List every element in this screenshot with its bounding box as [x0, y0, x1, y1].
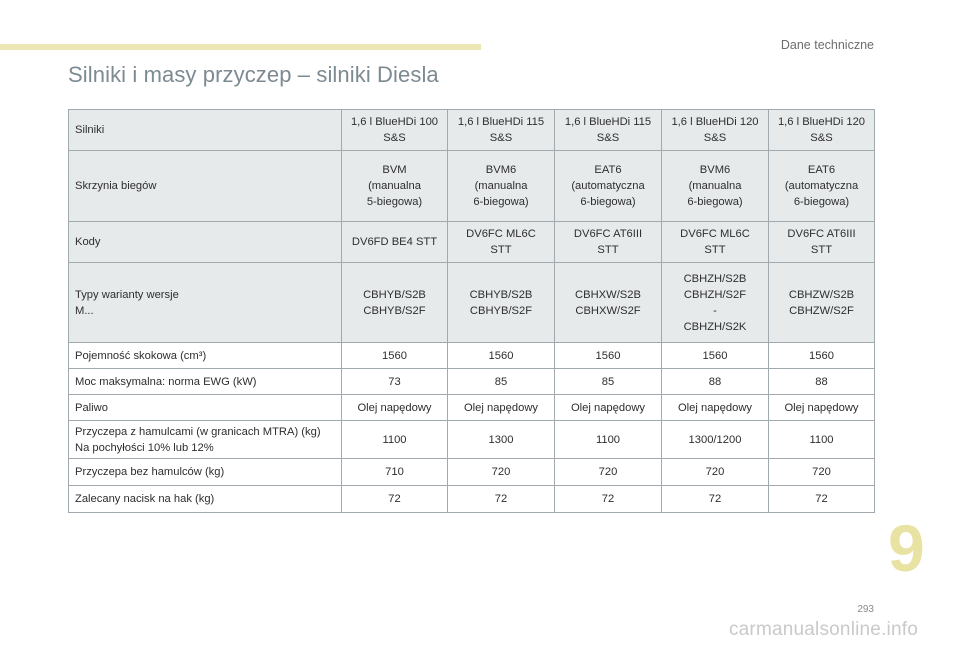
table-cell: 72	[448, 486, 555, 513]
table-cell: 88	[662, 369, 769, 395]
table-cell: DV6FD BE4 STT	[342, 222, 448, 263]
table-cell: CBHZW/S2B CBHZW/S2F	[769, 263, 875, 343]
table-cell: 720	[448, 459, 555, 486]
table-cell: 1,6 l BlueHDi 120 S&S	[769, 110, 875, 151]
table-cell: 1100	[342, 421, 448, 459]
table-cell: 1,6 l BlueHDi 115 S&S	[555, 110, 662, 151]
table-cell: DV6FC AT6III STT	[769, 222, 875, 263]
table-cell: 1560	[448, 343, 555, 369]
table-row	[69, 151, 875, 222]
row-label: Przyczepa bez hamulców (kg)	[69, 459, 342, 486]
table-cell: Olej napędowy	[662, 395, 769, 421]
table-cell: CBHYB/S2B CBHYB/S2F	[448, 263, 555, 343]
table-cell: Olej napędowy	[448, 395, 555, 421]
row-label: Przyczepa z hamulcami (w granicach MTRA) (kg) Na pochyłości 10% lub 12%	[69, 421, 342, 459]
table-cell: 1,6 l BlueHDi 100 S&S	[342, 110, 448, 151]
table-row	[69, 486, 875, 513]
table-cell: 720	[662, 459, 769, 486]
table-row	[69, 421, 875, 459]
table-cell: 73	[342, 369, 448, 395]
table-cell: EAT6 (automatyczna 6-biegowa)	[555, 151, 662, 222]
table-cell: CBHXW/S2B CBHXW/S2F	[555, 263, 662, 343]
row-label: Paliwo	[69, 395, 342, 421]
chapter-number: 9	[888, 511, 925, 585]
table-cell: 1560	[555, 343, 662, 369]
page-number: 293	[857, 604, 874, 615]
table-cell: 72	[769, 486, 875, 513]
table-row	[69, 222, 875, 263]
table-cell: 72	[342, 486, 448, 513]
table-cell: 1100	[555, 421, 662, 459]
table-cell: BVM6 (manualna 6-biegowa)	[662, 151, 769, 222]
table-cell: 720	[555, 459, 662, 486]
table-row	[69, 263, 875, 343]
table-cell: 1100	[769, 421, 875, 459]
table-cell: BVM (manualna 5-biegowa)	[342, 151, 448, 222]
table-cell: CBHZH/S2B CBHZH/S2F - CBHZH/S2K	[662, 263, 769, 343]
page-title: Silniki i masy przyczep – silniki Diesla	[68, 62, 439, 87]
header-accent-bar	[0, 44, 481, 50]
table-cell: DV6FC AT6III STT	[555, 222, 662, 263]
table-cell: 1560	[662, 343, 769, 369]
watermark[interactable]: carmanualsonline.info	[728, 619, 918, 640]
table-cell: DV6FC ML6C STT	[448, 222, 555, 263]
table-row	[69, 459, 875, 486]
table-row	[69, 395, 875, 421]
table-cell: 1300	[448, 421, 555, 459]
table-cell: 1560	[342, 343, 448, 369]
table-row	[69, 110, 875, 151]
table-cell: Olej napędowy	[555, 395, 662, 421]
table-row	[69, 369, 875, 395]
section-label: Dane techniczne	[780, 38, 874, 52]
table-cell: BVM6 (manualna 6-biegowa)	[448, 151, 555, 222]
table-cell: 72	[662, 486, 769, 513]
table-cell: Olej napędowy	[342, 395, 448, 421]
row-label: Pojemność skokowa (cm³)	[69, 343, 342, 369]
row-label: Skrzynia biegów	[69, 151, 342, 222]
table-cell: 710	[342, 459, 448, 486]
table-cell: 720	[769, 459, 875, 486]
table-cell: EAT6 (automatyczna 6-biegowa)	[769, 151, 875, 222]
table-cell: DV6FC ML6C STT	[662, 222, 769, 263]
table-cell: 85	[555, 369, 662, 395]
table-cell: 88	[769, 369, 875, 395]
engine-spec-table	[68, 109, 875, 513]
table-cell: 72	[555, 486, 662, 513]
table-row	[69, 343, 875, 369]
row-label: Zalecany nacisk na hak (kg)	[69, 486, 342, 513]
row-label: Kody	[69, 222, 342, 263]
row-label: Silniki	[69, 110, 342, 151]
table-cell: 1,6 l BlueHDi 120 S&S	[662, 110, 769, 151]
row-label: Moc maksymalna: norma EWG (kW)	[69, 369, 342, 395]
table-cell: 85	[448, 369, 555, 395]
table-cell: 1560	[769, 343, 875, 369]
row-label: Typy warianty wersje M...	[69, 263, 342, 343]
table-cell: CBHYB/S2B CBHYB/S2F	[342, 263, 448, 343]
table-cell: 1,6 l BlueHDi 115 S&S	[448, 110, 555, 151]
table-cell: Olej napędowy	[769, 395, 875, 421]
table-cell: 1300/1200	[662, 421, 769, 459]
